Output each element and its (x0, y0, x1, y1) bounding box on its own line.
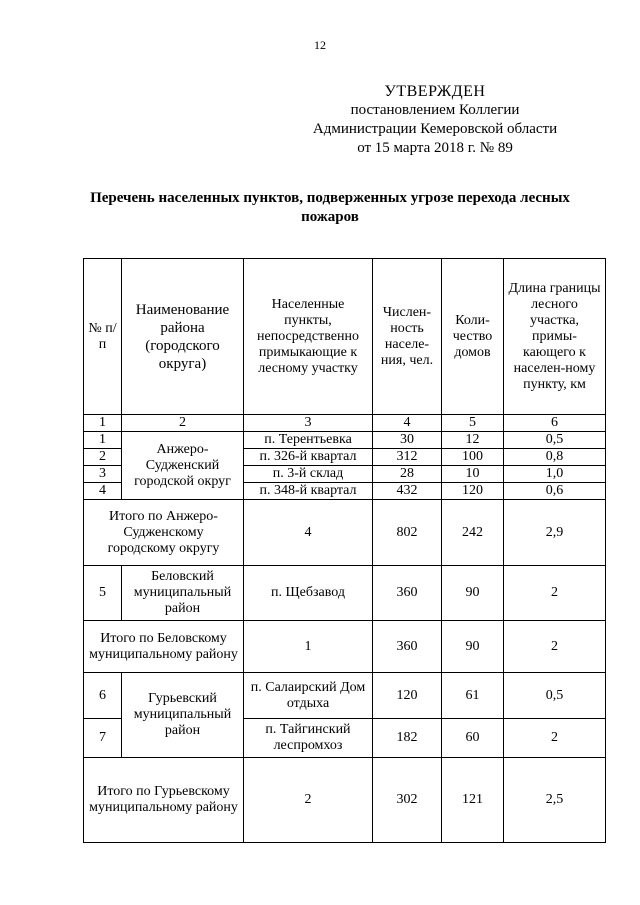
total-houses: 90 (442, 621, 504, 673)
total-row-guryevsk (84, 758, 606, 843)
table-row (84, 432, 606, 449)
approval-line-4: от 15 марта 2018 г. № 89 (357, 140, 513, 156)
population: 432 (373, 483, 442, 500)
row-num: 1 (84, 432, 122, 449)
header-row (84, 259, 606, 415)
total-houses: 242 (442, 500, 504, 566)
total-settlements: 2 (244, 758, 373, 843)
settlement: п. Тайгинский леспромхоз (244, 719, 373, 758)
border-length: 2 (504, 719, 606, 758)
column-number-row (84, 415, 606, 432)
total-population: 360 (373, 621, 442, 673)
document-title: Перечень населенных пунктов, подверженных угрозе перехода лесных пожаров (90, 190, 570, 225)
row-num: 2 (84, 449, 122, 466)
houses: 10 (442, 466, 504, 483)
border-length: 1,0 (504, 466, 606, 483)
col-number: 3 (244, 415, 373, 432)
total-settlements: 1 (244, 621, 373, 673)
houses: 90 (442, 566, 504, 621)
col-number: 5 (442, 415, 504, 432)
total-label: Итого по Гурьевскому муниципальному району (84, 758, 244, 843)
header-settlements: Населенные пункты, непосредственно примыкающие к лесному участку (244, 259, 373, 415)
page-number: 12 (314, 38, 326, 52)
district-belovo: Беловский муниципальный район (122, 566, 244, 621)
total-border: 2,5 (504, 758, 606, 843)
row-num: 5 (84, 566, 122, 621)
approval-line-3: Администрации Кемеровской области (312, 121, 558, 137)
settlement: п. 348-й квартал (244, 483, 373, 500)
border-length: 0,5 (504, 673, 606, 719)
population: 120 (373, 673, 442, 719)
table-row (84, 566, 606, 621)
row-num: 6 (84, 673, 122, 719)
header-population: Числен-ность населе-ния, чел. (373, 259, 442, 415)
total-border: 2 (504, 621, 606, 673)
houses: 12 (442, 432, 504, 449)
approval-block (300, 82, 570, 158)
settlement: п. Щебзавод (244, 566, 373, 621)
houses: 100 (442, 449, 504, 466)
total-row-anzhero (84, 500, 606, 566)
settlement: п. Салаирский Дом отдыха (244, 673, 373, 719)
row-num: 3 (84, 466, 122, 483)
col-number: 4 (373, 415, 442, 432)
approval-title: УТВЕРЖДЕН (384, 83, 486, 100)
settlements-table (83, 258, 606, 843)
total-population: 302 (373, 758, 442, 843)
houses: 60 (442, 719, 504, 758)
approval-line-2: постановлением Коллегии (350, 102, 520, 118)
total-settlements: 4 (244, 500, 373, 566)
border-length: 0,8 (504, 449, 606, 466)
total-border: 2,9 (504, 500, 606, 566)
population: 28 (373, 466, 442, 483)
total-row-belovo (84, 621, 606, 673)
population: 312 (373, 449, 442, 466)
settlement: п. 3-й склад (244, 466, 373, 483)
total-label: Итого по Анжеро-Судженскому городскому округу (84, 500, 244, 566)
col-number: 1 (84, 415, 122, 432)
header-houses: Коли-чество домов (442, 259, 504, 415)
col-number: 2 (122, 415, 244, 432)
houses: 61 (442, 673, 504, 719)
table-row (84, 673, 606, 719)
header-border: Длина границы лесного участка, примы-кающего к населен-ному пункту, км (504, 259, 606, 415)
settlement: п. Терентьевка (244, 432, 373, 449)
total-label: Итого по Беловскому муниципальному району (84, 621, 244, 673)
row-num: 7 (84, 719, 122, 758)
border-length: 2 (504, 566, 606, 621)
population: 30 (373, 432, 442, 449)
total-houses: 121 (442, 758, 504, 843)
col-number: 6 (504, 415, 606, 432)
district-anzhero: Анжеро-Судженский городской округ (122, 432, 244, 500)
population: 182 (373, 719, 442, 758)
population: 360 (373, 566, 442, 621)
settlement: п. 326-й квартал (244, 449, 373, 466)
header-district: Наименование района (городского округа) (122, 259, 244, 415)
district-guryevsk: Гурьевский муниципальный район (122, 673, 244, 758)
border-length: 0,5 (504, 432, 606, 449)
total-population: 802 (373, 500, 442, 566)
row-num: 4 (84, 483, 122, 500)
border-length: 0,6 (504, 483, 606, 500)
houses: 120 (442, 483, 504, 500)
header-num: № п/п (84, 259, 122, 415)
